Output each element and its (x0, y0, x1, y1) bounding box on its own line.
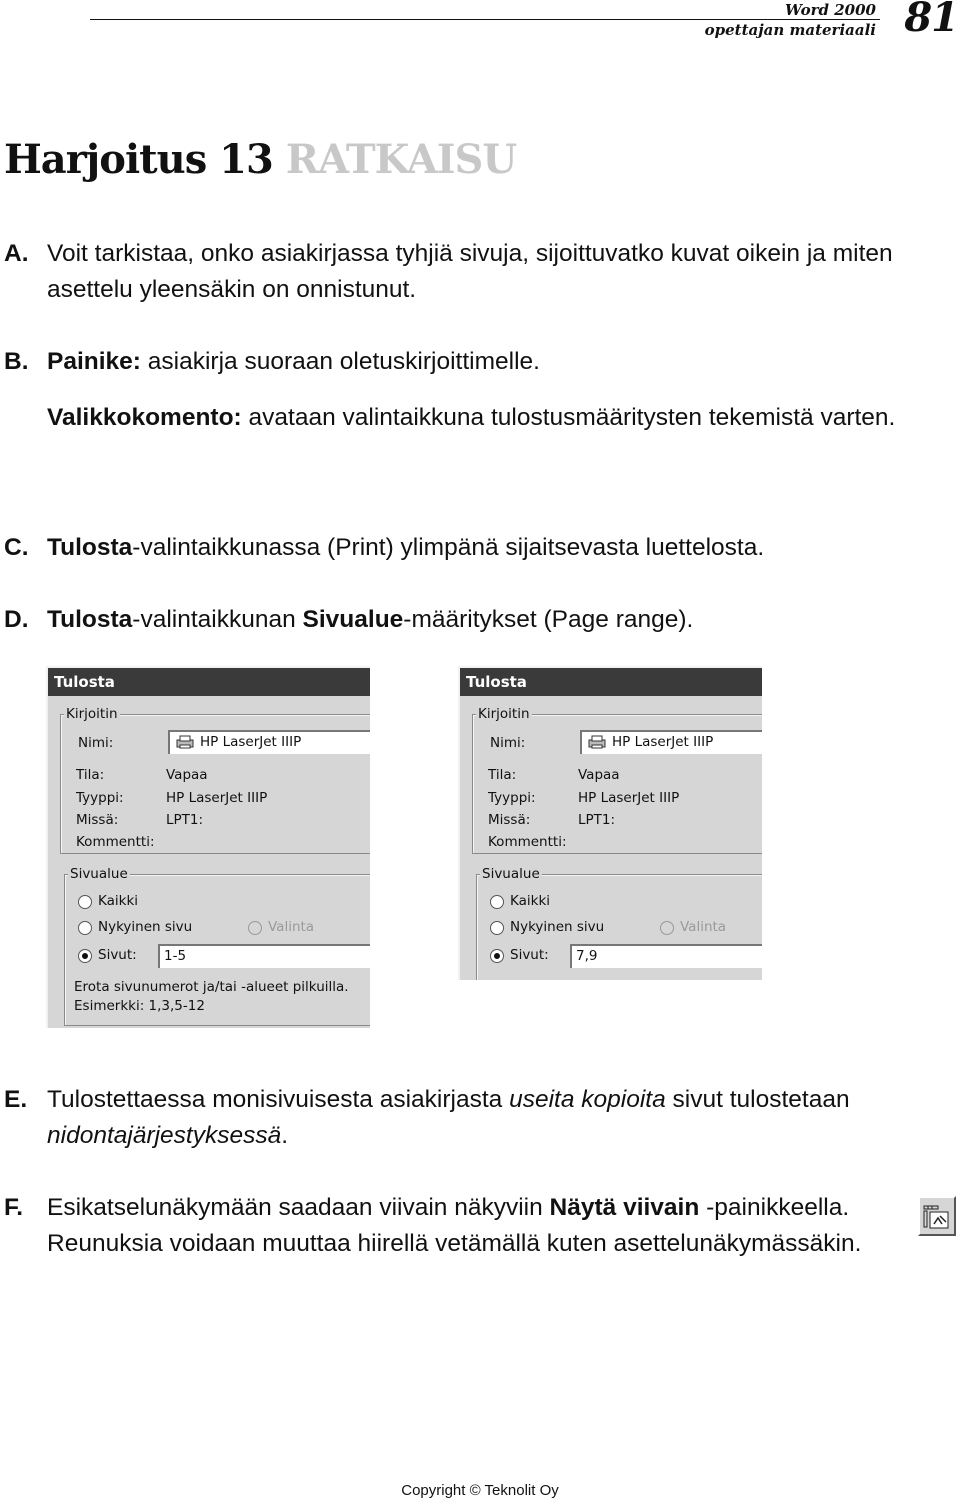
item-e-text2: sivut tulostetaan (665, 1086, 850, 1113)
type-value: HP LaserJet IIIP (166, 790, 268, 806)
item-e-text (47, 1082, 947, 1154)
radio-all-label: Kaikki (510, 893, 551, 909)
status-label: Tila: (488, 767, 517, 783)
type-label: Tyyppi: (488, 790, 536, 806)
range-group-label: Sivualue (70, 866, 128, 882)
radio-selection-label: Valinta (268, 919, 315, 935)
page-number: 81 (904, 0, 958, 41)
pages-input[interactable] (158, 944, 370, 968)
item-e-text3: . (281, 1122, 289, 1149)
item-b (4, 344, 960, 436)
radio-selection[interactable] (660, 921, 674, 935)
where-value: LPT1: (166, 812, 204, 828)
where-value: LPT1: (578, 812, 616, 828)
pages-input-value: 7,9 (576, 948, 598, 964)
pages-input[interactable] (570, 944, 762, 968)
range-group-label: Sivualue (482, 866, 540, 882)
item-f-bold: Näytä viivain (549, 1194, 700, 1221)
item-f-text2: -painikkeella. Reunuksia voidaan muuttaa hiirellä vetämällä kuten asettelunäkymässäkin. (47, 1194, 862, 1257)
item-c (4, 530, 960, 566)
radio-current-page[interactable] (78, 921, 92, 935)
item-d (4, 602, 960, 638)
copyright: Copyright © Teknolit Oy (401, 1482, 559, 1499)
item-c-bold: Tulosta (47, 534, 133, 561)
radio-pages-label: Sivut: (510, 947, 549, 963)
item-b-line1 (47, 344, 960, 380)
item-b-bold2: Valikkokomento: (47, 404, 242, 431)
page-title (4, 136, 516, 183)
item-b-text2: avataan valintaikkuna tulostusmääritysten tekemistä varten. (241, 404, 896, 431)
item-e-italic2: nidontajärjestyksessä (47, 1122, 282, 1149)
dialog-title: Tulosta (460, 668, 762, 696)
printer-icon (174, 735, 196, 749)
item-f-text (47, 1190, 897, 1262)
item-d-bold2: Sivualue (302, 606, 404, 633)
comment-label: Kommentti: (76, 834, 155, 850)
printer-select-content (174, 734, 301, 750)
item-a (4, 236, 960, 308)
dialog-title: Tulosta (48, 668, 370, 696)
header-product: Word 2000 (785, 1, 876, 19)
item-f-text1: Esikatselunäkymään saadaan viivain näkyviin (47, 1194, 550, 1221)
item-c-text: -valintaikkunassa (Print) ylimpänä sijaitsevasta luettelosta. (132, 534, 765, 561)
radio-current-page[interactable] (490, 921, 504, 935)
printer-select[interactable] (168, 730, 370, 754)
item-d-text2: -määritykset (Page range). (403, 606, 694, 633)
radio-pages[interactable] (490, 949, 504, 963)
item-d-text1: -valintaikkunan (132, 606, 303, 633)
radio-current-label: Nykyinen sivu (98, 919, 193, 935)
radio-pages[interactable] (78, 949, 92, 963)
where-label: Missä: (488, 812, 531, 828)
radio-selection-label: Valinta (680, 919, 727, 935)
name-label: Nimi: (490, 735, 526, 751)
name-label: Nimi: (78, 735, 114, 751)
hint-line2: Esimerkki: 1,3,5-12 (74, 998, 205, 1014)
radio-current-label: Nykyinen sivu (510, 919, 605, 935)
item-c-label: C. (4, 534, 29, 561)
comment-label: Kommentti: (488, 834, 567, 850)
printer-select-content (586, 734, 713, 750)
ruler-icon (920, 1198, 954, 1234)
title-main: Harjoitus 13 (4, 136, 273, 183)
radio-pages-label: Sivut: (98, 947, 137, 963)
item-d-bold1: Tulosta (47, 606, 133, 633)
header-subtitle: opettajan materiaali (704, 21, 876, 39)
radio-all[interactable] (490, 895, 504, 909)
print-dialog-left (46, 666, 370, 1028)
radio-all-label: Kaikki (98, 893, 139, 909)
print-dialog-right (458, 666, 762, 980)
printer-group-label: Kirjoitin (66, 706, 118, 722)
item-b-line2 (47, 400, 960, 436)
pages-input-value: 1-5 (164, 948, 187, 964)
item-d-label: D. (4, 606, 29, 633)
item-f (4, 1190, 960, 1262)
show-ruler-button[interactable] (918, 1196, 956, 1236)
item-e-label: E. (4, 1086, 28, 1113)
status-label: Tila: (76, 767, 105, 783)
type-value: HP LaserJet IIIP (578, 790, 680, 806)
title-highlight: RATKAISU (285, 136, 517, 183)
header-rule (90, 19, 880, 20)
status-value: Vapaa (578, 767, 620, 783)
item-e-italic1: useita kopioita (509, 1086, 666, 1113)
type-label: Tyyppi: (76, 790, 124, 806)
running-header (705, 0, 876, 40)
item-b-label: B. (4, 348, 29, 375)
printer-name: HP LaserJet IIIP (200, 734, 302, 750)
printer-group-label: Kirjoitin (478, 706, 530, 722)
status-value: Vapaa (166, 767, 208, 783)
where-label: Missä: (76, 812, 119, 828)
item-e (4, 1082, 960, 1154)
item-c-line (47, 530, 960, 566)
item-f-label: F. (4, 1194, 24, 1221)
printer-select[interactable] (580, 730, 762, 754)
radio-all[interactable] (78, 895, 92, 909)
radio-selection[interactable] (248, 921, 262, 935)
hint-line1: Erota sivunumerot ja/tai -alueet pilkuilla. (74, 979, 349, 995)
item-b-text1: asiakirja suoraan oletuskirjoittimelle. (140, 348, 540, 375)
printer-icon (586, 735, 608, 749)
item-b-bold1: Painike: (47, 348, 141, 375)
item-d-line (47, 602, 960, 638)
item-a-label: A. (4, 240, 29, 267)
item-a-text: Voit tarkistaa, onko asiakirjassa tyhjiä sivuja, sijoittuvatko kuvat oikein ja miten asettelu yleensäkin on onnistunut. (47, 240, 893, 303)
item-e-text1: Tulostettaessa monisivuisesta asiakirjasta (47, 1086, 510, 1113)
printer-name: HP LaserJet IIIP (612, 734, 714, 750)
